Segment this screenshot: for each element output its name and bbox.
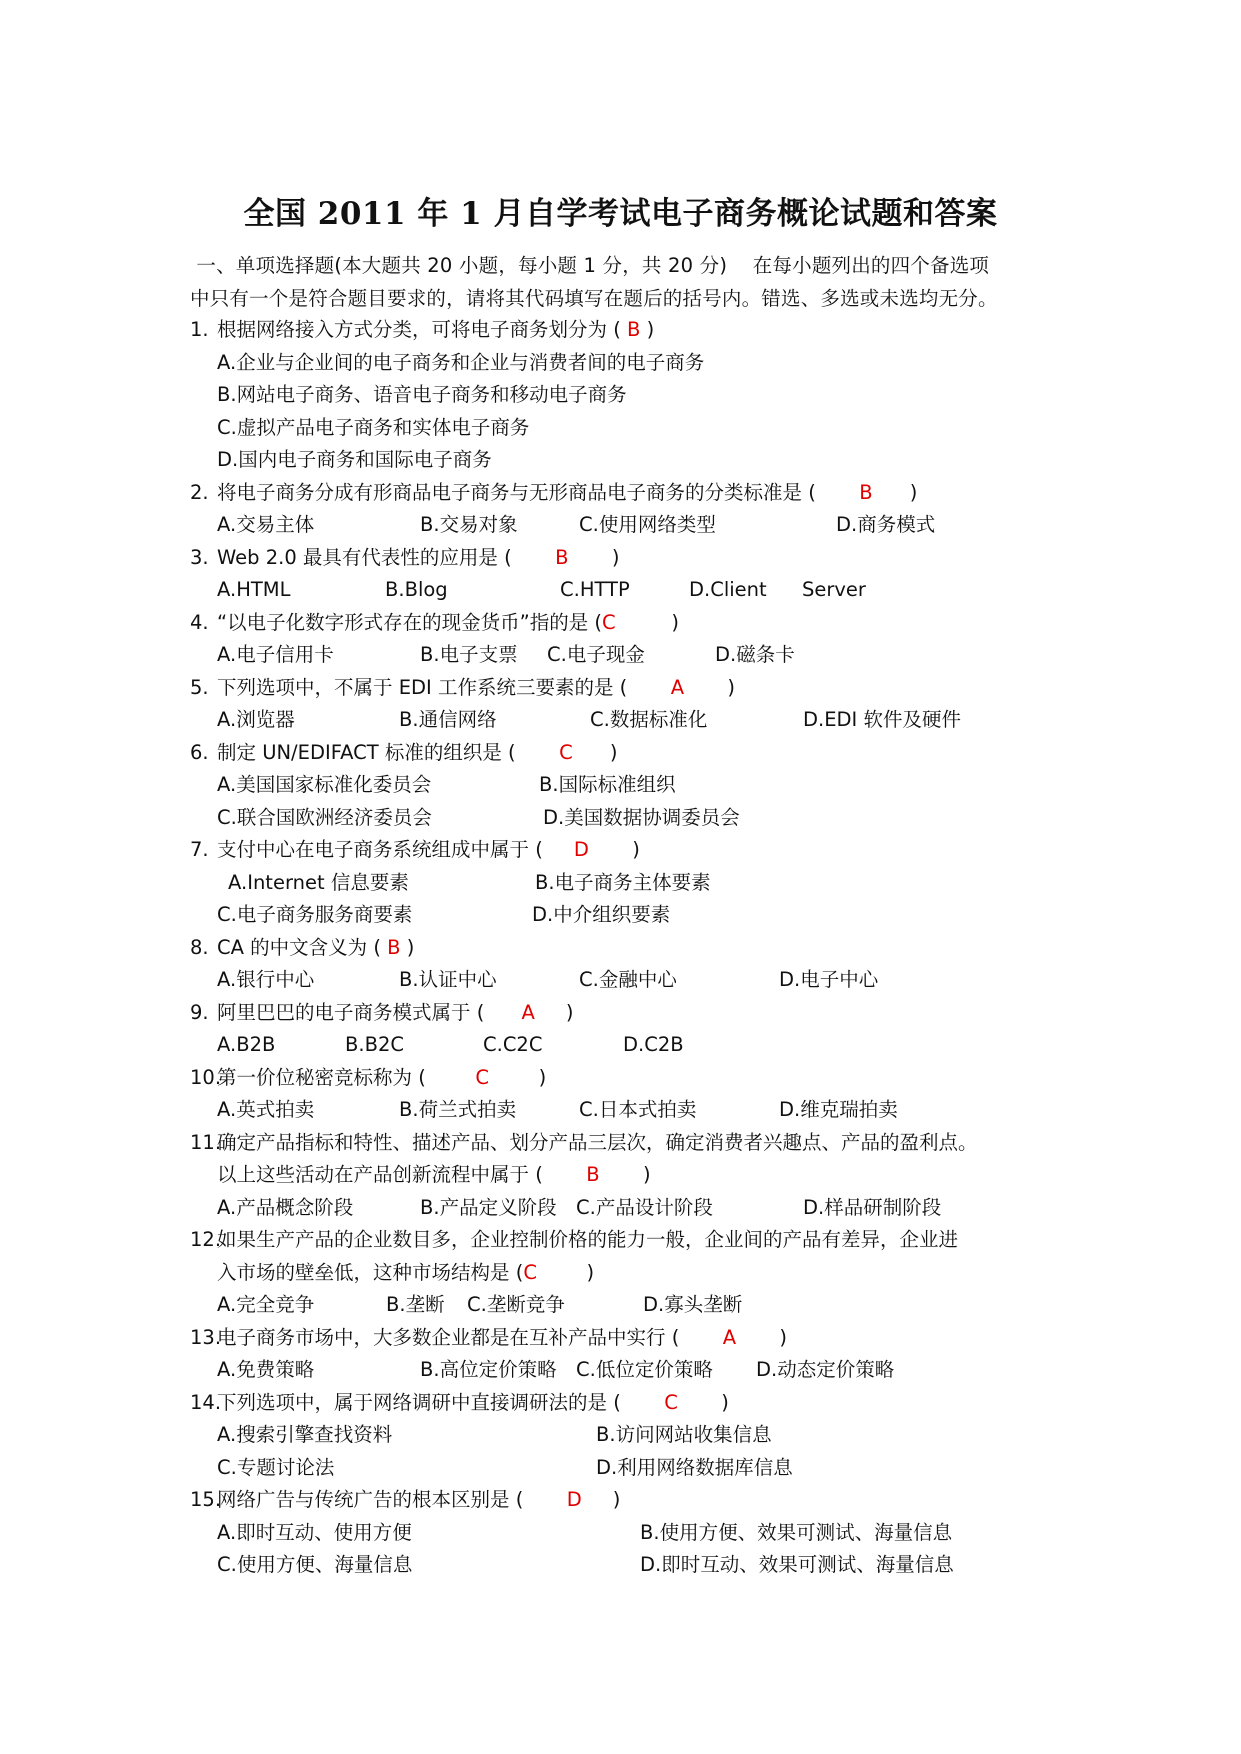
option-d: D.C2B	[623, 1033, 684, 1056]
option-d: D.动态定价策略	[756, 1358, 895, 1381]
question-stem: 下列选项中，属于网络调研中直接调研法的是 ( C )	[217, 1390, 729, 1414]
option-b: B.网站电子商务、语音电子商务和移动电子商务	[217, 383, 627, 406]
option-c: C.垄断竞争	[467, 1293, 565, 1316]
option-c: C.数据标准化	[590, 708, 708, 731]
option-a: A.银行中心	[217, 968, 315, 991]
option-a: A.免费策略	[217, 1358, 315, 1381]
question-number: 8.	[190, 935, 209, 959]
option-b: B.电子支票	[420, 643, 518, 666]
question-number: 10.	[190, 1065, 222, 1089]
question-number: 2.	[190, 480, 209, 504]
option-c: C.低位定价策略	[576, 1358, 713, 1381]
answer-mark: D	[566, 1488, 582, 1511]
question-5	[190, 672, 1070, 737]
question-number: 9.	[190, 1000, 209, 1024]
answer-mark: C	[523, 1260, 537, 1284]
option-a: A.B2B	[217, 1033, 276, 1056]
question-number: 3.	[190, 545, 209, 569]
question-number: 7.	[190, 838, 209, 861]
question-stem: 第一价位秘密竞标称为 ( C )	[217, 1065, 547, 1089]
question-number: 11.	[190, 1130, 222, 1154]
option-b: B.访问网站收集信息	[596, 1423, 772, 1446]
question-15	[190, 1484, 1070, 1582]
option-b: B.产品定义阶段	[420, 1195, 557, 1219]
intro-line: 一、单项选择题(本大题共 20 小题，每小题 1 分，共 20 分) 在每小题列出的四个备选项	[190, 254, 990, 277]
option-c: C.虚拟产品电子商务和实体电子商务	[217, 415, 530, 439]
option-b: B.电子商务主体要素	[535, 870, 711, 894]
option-d: D.国内电子商务和国际电子商务	[217, 448, 492, 471]
option-d: D.磁条卡	[715, 643, 795, 666]
answer-mark: A	[722, 1325, 737, 1349]
answer-mark: B	[620, 318, 647, 341]
question-6	[190, 737, 1070, 835]
answer-mark: C	[475, 1065, 490, 1089]
option-d: D.样品研制阶段	[803, 1195, 942, 1219]
option-c: C.电子现金	[547, 643, 645, 666]
question-8	[190, 932, 1070, 997]
question-stem: Web 2.0 最具有代表性的应用是 ( B )	[217, 545, 620, 569]
section-intro	[190, 250, 1070, 315]
question-3	[190, 542, 1070, 607]
option-d: D.EDI 软件及硬件	[803, 708, 961, 731]
option-a: A.HTML	[217, 578, 291, 601]
option-d: D.中介组织要素	[532, 903, 671, 926]
question-11	[190, 1127, 1070, 1225]
option-b: B.荷兰式拍卖	[399, 1098, 517, 1121]
option-d-continued: Server	[802, 578, 866, 601]
option-c: C.电子商务服务商要素	[217, 903, 413, 926]
option-b: B.交易对象	[420, 513, 518, 536]
question-2	[190, 477, 1070, 542]
option-a: A.浏览器	[217, 708, 295, 731]
question-stem-continued: 以上这些活动在产品创新流程中属于 ( B )	[217, 1163, 651, 1186]
option-b: B.使用方便、效果可测试、海量信息	[640, 1520, 953, 1544]
option-b: B.认证中心	[399, 968, 497, 991]
option-b: B.通信网络	[399, 708, 497, 731]
option-a: A.完全竞争	[217, 1293, 315, 1316]
answer-mark: D	[573, 838, 589, 861]
option-c: C.联合国欧洲经济委员会	[217, 805, 432, 829]
option-a: A.英式拍卖	[217, 1098, 315, 1121]
option-c: C.HTTP	[560, 578, 630, 601]
question-12	[190, 1224, 1070, 1322]
option-c: C.产品设计阶段	[576, 1195, 713, 1219]
question-stem-continued: 入市场的壁垒低，这种市场结构是 (C )	[217, 1260, 595, 1284]
question-14	[190, 1387, 1070, 1485]
option-c: C.日本式拍卖	[579, 1098, 697, 1121]
question-number: 15.	[190, 1488, 222, 1511]
question-13	[190, 1322, 1070, 1387]
question-number: 6.	[190, 740, 209, 764]
option-d: D.商务模式	[836, 513, 936, 536]
question-stem: 阿里巴巴的电子商务模式属于 ( A )	[217, 1000, 574, 1024]
option-d: D.电子中心	[779, 968, 879, 991]
question-number: 5.	[190, 675, 209, 699]
question-stem: “以电子化数字形式存在的现金货币”指的是 (C )	[217, 610, 680, 634]
page-title: 全国 2011 年 1 月自学考试电子商务概论试题和答案	[243, 196, 998, 232]
option-c: C.使用网络类型	[579, 513, 716, 536]
answer-mark: B	[859, 480, 873, 504]
question-10	[190, 1062, 1070, 1127]
question-stem: 下列选项中，不属于 EDI 工作系统三要素的是 ( A )	[217, 675, 736, 699]
intro-line: 中只有一个是符合题目要求的，请将其代码填写在题后的括号内。错选、多选或未选均无分。	[190, 286, 998, 310]
option-d: D.维克瑞拍卖	[779, 1098, 898, 1121]
option-d: D.即时互动、效果可测试、海量信息	[640, 1553, 954, 1576]
question-stem: 如果生产产品的企业数目多，企业控制价格的能力一般，企业间的产品有差异，企业进	[217, 1228, 959, 1251]
question-stem: 支付中心在电子商务系统组成中属于 ( D )	[217, 838, 640, 861]
option-b: B.垄断	[386, 1293, 445, 1316]
question-stem: 制定 UN/EDIFACT 标准的组织是 ( C )	[217, 740, 618, 764]
answer-mark: B	[586, 1163, 600, 1186]
question-stem: 确定产品指标和特性、描述产品、划分产品三层次，确定消费者兴趣点、产品的盈利点。	[217, 1130, 978, 1154]
answer-mark: A	[670, 675, 685, 699]
question-number: 4.	[190, 610, 209, 634]
question-stem: 电子商务市场中，大多数企业都是在互补产品中实行 ( A )	[217, 1325, 788, 1349]
option-a: A.美国国家标准化委员会	[217, 773, 432, 796]
question-stem: 根据网络接入方式分类，可将电子商务划分为 ( B )	[217, 318, 655, 341]
option-a: A.即时互动、使用方便	[217, 1520, 412, 1544]
question-number: 13.	[190, 1325, 222, 1349]
option-d: D.美国数据协调委员会	[543, 805, 740, 829]
question-stem: 将电子商务分成有形商品电子商务与无形商品电子商务的分类标准是 ( B )	[217, 480, 918, 504]
option-a: A.电子信用卡	[217, 643, 334, 666]
option-d: D.Client	[689, 578, 767, 601]
question-number: 14.	[190, 1390, 222, 1414]
question-4	[190, 607, 1070, 672]
option-b: B.高位定价策略	[420, 1358, 557, 1381]
option-d: D.寡头垄断	[643, 1293, 743, 1316]
option-c: C.C2C	[483, 1033, 543, 1056]
question-stem: 网络广告与传统广告的根本区别是 ( D )	[217, 1488, 621, 1511]
option-b: B.国际标准组织	[539, 773, 676, 796]
option-a: A.企业与企业间的电子商务和企业与消费者间的电子商务	[217, 350, 705, 374]
option-b: B.B2C	[345, 1033, 404, 1056]
option-c: C.金融中心	[579, 968, 677, 991]
question-number: 12.	[190, 1228, 222, 1251]
answer-mark: A	[521, 1000, 535, 1024]
option-a: A.产品概念阶段	[217, 1195, 354, 1219]
answer-mark: C	[559, 740, 573, 764]
question-7	[190, 834, 1070, 932]
option-c: C.专题讨论法	[217, 1455, 335, 1479]
answer-mark: C	[602, 610, 616, 634]
question-9	[190, 997, 1070, 1062]
question-list	[190, 314, 1070, 1582]
option-d: D.利用网络数据库信息	[596, 1455, 793, 1479]
option-b: B.Blog	[385, 578, 448, 601]
question-stem: CA 的中文含义为 ( B )	[217, 935, 415, 959]
question-1	[190, 314, 1070, 477]
answer-mark: C	[664, 1390, 678, 1414]
question-number: 1.	[190, 318, 209, 341]
option-a: A.Internet 信息要素	[228, 870, 409, 894]
answer-mark: B	[387, 935, 401, 959]
option-a: A.交易主体	[217, 513, 315, 536]
option-c: C.使用方便、海量信息	[217, 1553, 413, 1576]
option-a: A.搜索引擎查找资料	[217, 1423, 393, 1446]
answer-mark: B	[555, 545, 569, 569]
